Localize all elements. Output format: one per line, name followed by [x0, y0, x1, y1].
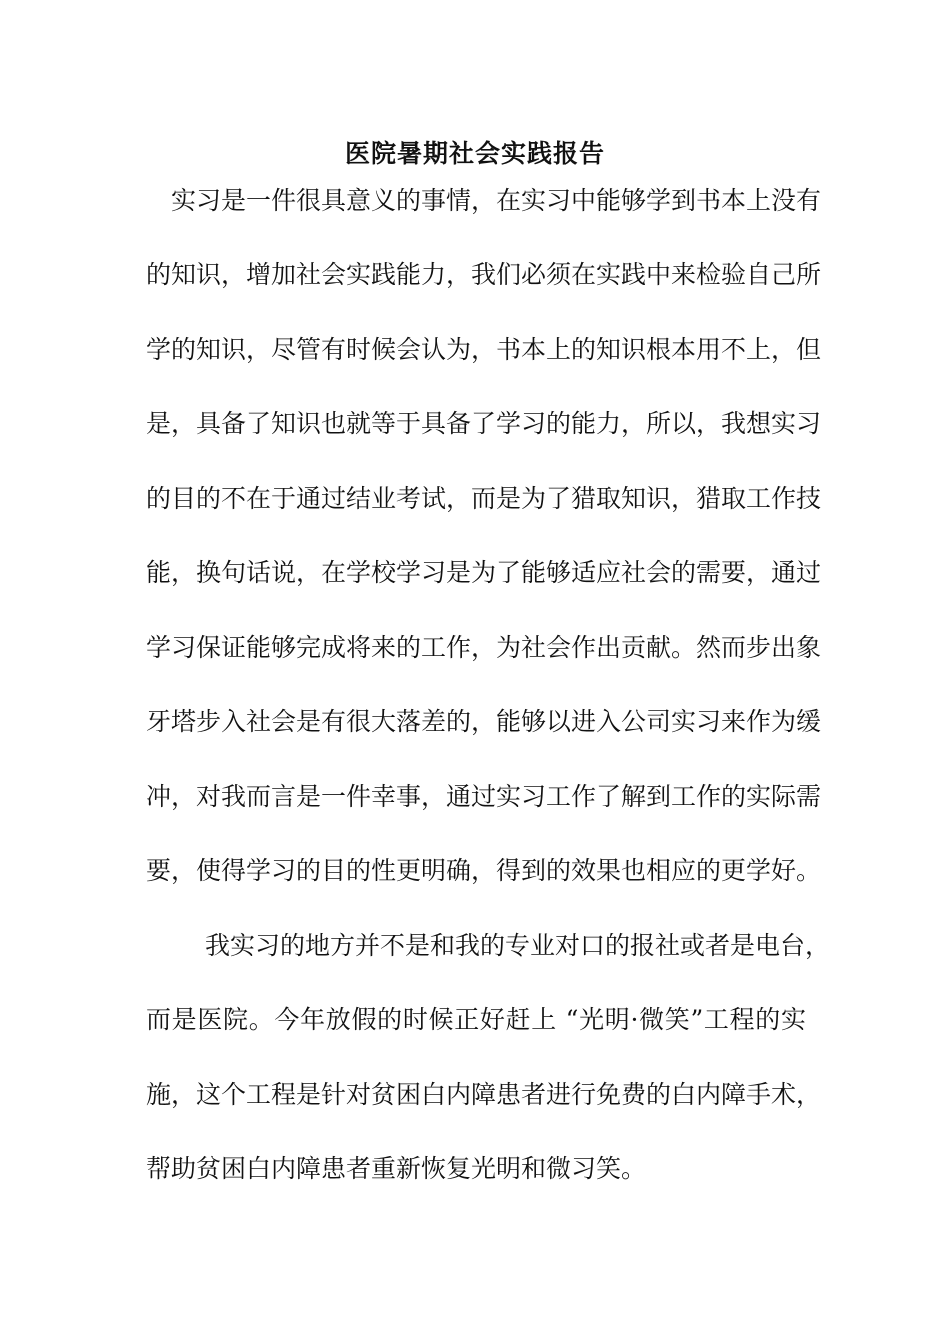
paragraph-line: 要，使得学习的目的性更明确，得到的效果也相应的更学好。	[146, 856, 822, 885]
paragraph-line: 的知识，增加社会实践能力，我们必须在实践中来检验自己所	[146, 260, 822, 289]
paragraph-line: 帮助贫困白内障患者重新恢复光明和微习笑。	[146, 1154, 647, 1183]
document-title: 医院暑期社会实践报告	[344, 139, 605, 168]
paragraph-line: 我实习的地方并不是和我的专业对口的报社或者是电台，	[205, 931, 831, 960]
paragraph-line: 而是医院。今年放假的时候正好赶上 “光明·微笑”工程的实	[146, 1005, 806, 1034]
paragraph-line: 是，具备了知识也就等于具备了学习的能力，所以，我想实习	[146, 409, 822, 438]
paragraph-line: 学习保证能够完成将来的工作，为社会作出贡献。然而步出象	[146, 633, 822, 662]
paragraph-line: 施，这个工程是针对贫困白内障患者进行免费的白内障手术，	[146, 1080, 822, 1109]
paragraph-line: 实习是一件很具意义的事情，在实习中能够学到书本上没有	[171, 186, 822, 215]
paragraph-line: 牙塔步入社会是有很大落差的，能够以进入公司实习来作为缓	[146, 707, 822, 736]
paragraph-line: 学的知识，尽管有时候会认为，书本上的知识根本用不上，但	[146, 335, 822, 364]
paragraph-line: 能，换句话说，在学校学习是为了能够适应社会的需要，通过	[146, 558, 822, 587]
paragraph-line: 的目的不在于通过结业考试，而是为了猎取知识，猎取工作技	[146, 484, 822, 513]
paragraph-line: 冲，对我而言是一件幸事，通过实习工作了解到工作的实际需	[146, 782, 822, 811]
